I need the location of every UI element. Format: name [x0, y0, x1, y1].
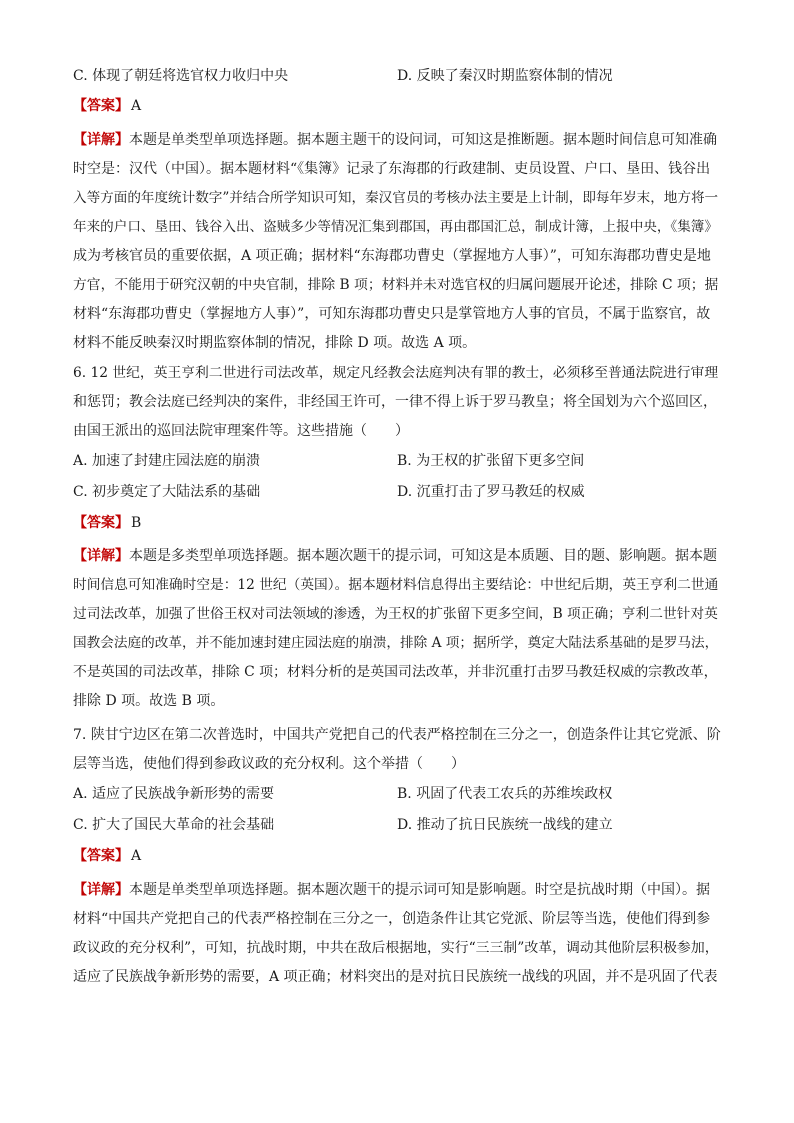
q6-option-a: A. 加速了封建庄园法庭的崩溃 — [73, 453, 261, 469]
q6-stem-line: 由国王派出的巡回法院审理案件等。这些措施（ ） — [73, 423, 409, 439]
q6-detail-line: 国教会法庭的改革，并不能加速封建庄园法庭的崩溃，排除 A 项；据所学，奠定大陆法系基础的是罗马法， — [73, 635, 719, 651]
q7-detail-line — [73, 880, 722, 900]
q6-stem-line: 6. 12 世纪，英王亨利二世进行司法改革，规定凡经教会法庭判决有罪的教士，必须移至普通法院进行审理 — [73, 365, 719, 381]
q7-stem-line: 层等当选，使他们得到参政议政的充分权利。这个举措（ ） — [73, 756, 465, 772]
q6-detail-line: 排除 D 项。故选 B 项。 — [73, 693, 225, 709]
q6-detail-line: 不是英国的司法改革，排除 C 项；材料分析的是英国司法改革，并非沉重打击罗马教廷权威的宗教改革， — [73, 664, 718, 680]
q7-detail-line: 政议政的充分权利”，可知，抗战时期，中共在敌后根据地，实行“三三制”改革，调动其他阶层积极参加， — [73, 940, 719, 956]
q6-options-row-cd — [73, 482, 722, 502]
q7-stem-line: 7. 陕甘宁边区在第二次普选时，中国共产党把自己的代表严格控制在三分之一，创造条件让其它党派、阶 — [73, 727, 721, 743]
detail-tag: 【详解】 — [73, 132, 129, 148]
q5-detail-line: 入等方面的年度统计数字”并结合所学知识可知，秦汉官员的考核办法主要是上计制，即每年岁末，地方将一 — [73, 190, 719, 206]
answer-value: B — [131, 515, 142, 531]
q5-detail-line: 材料不能反映秦汉时期监察体制的情况，排除 D 项。故选 A 项。 — [73, 335, 477, 351]
q7-detail-line: 材料“中国共产党把自己的代表严格控制在三分之一，创造条件让其它党派、阶层等当选，使他们得到参 — [73, 911, 711, 927]
q5-option-c: C. 体现了朝廷将选官权力收归中央 — [73, 68, 289, 84]
answer-tag: 【答案】 — [73, 515, 129, 531]
q5-detail-line: 方官，不能用于研究汉朝的中央官制，排除 B 项；材料并未对选官权的归属问题展开论述，排除 C 项；据 — [73, 277, 719, 293]
q6-stem-line: 和惩罚；教会法庭已经判决的案件，非经国王许可，一律不得上诉于罗马教皇；将全国划为六个巡回区， — [73, 394, 717, 410]
q6-option-b: B. 为王权的扩张留下更多空间 — [397, 453, 585, 469]
q5-detail-line: 年来的户口、垦田、钱谷入出、盗贼多少等情况汇集到郡国，再由郡国汇总，制成计簿，上报中央，《集簿》 — [73, 219, 718, 235]
q6-option-c: C. 初步奠定了大陆法系的基础 — [73, 484, 261, 500]
q5-detail-line: 材料“东海郡功曹史（掌握地方人事）”，可知东海郡功曹史只是掌管地方人事的官员，不属于监察官，故 — [73, 306, 711, 322]
q7-options-row-ab — [73, 784, 722, 804]
q5-detail-line: 成为考核官员的重要依据，A 项正确；据材料“东海郡功曹史（掌握地方人事）”，可知东海郡功曹史是地 — [73, 248, 711, 264]
detail-tag: 【详解】 — [73, 882, 129, 898]
q6-answer — [73, 513, 722, 533]
q6-detail-line: 时间信息可知准确时空是：12 世纪（英国）。据本题材料信息得出主要结论：中世纪后期，英王亨利二世通 — [73, 577, 719, 593]
q5-detail-line — [73, 130, 722, 150]
detail-text: 本题是多类型单项选择题。据本题次题干的提示词，可知这是本质题、目的题、影响题。据本题 — [129, 548, 717, 564]
q7-options-row-cd — [73, 815, 722, 835]
q5-option-d: D. 反映了秦汉时期监察体制的情况 — [397, 68, 613, 84]
q5-answer — [73, 96, 722, 116]
q7-option-c: C. 扩大了国民大革命的社会基础 — [73, 817, 275, 833]
q7-option-a: A. 适应了民族战争新形势的需要 — [73, 786, 275, 802]
q7-option-d: D. 推动了抗日民族统一战线的建立 — [397, 817, 613, 833]
q6-options-row-ab — [73, 451, 722, 471]
detail-text: 本题是单类型单项选择题。据本题次题干的提示词可知是影响题。时空是抗战时期（中国）。据 — [129, 882, 710, 898]
q6-option-d: D. 沉重打击了罗马教廷的权威 — [397, 484, 585, 500]
answer-tag: 【答案】 — [73, 98, 129, 114]
answer-tag: 【答案】 — [73, 848, 129, 864]
q6-detail-line — [73, 546, 722, 566]
q6-detail-line: 过司法改革，加强了世俗王权对司法领域的渗透，为王权的扩张留下更多空间，B 项正确；亨利二世针对英 — [73, 606, 718, 622]
q7-answer — [73, 846, 722, 866]
answer-value: A — [131, 848, 142, 864]
q5-detail-line: 时空是：汉代（中国）。据本题材料“《集簿》记录了东海郡的行政建制、吏员设置、户口、垦田、钱谷出 — [73, 161, 711, 177]
q5-options-row-cd — [73, 66, 722, 86]
detail-text: 本题是单类型单项选择题。据本题主题干的设问词，可知这是推断题。据本题时间信息可知准确 — [129, 132, 717, 148]
detail-tag: 【详解】 — [73, 548, 129, 564]
q7-option-b: B. 巩固了代表工农兵的苏维埃政权 — [397, 786, 613, 802]
q7-detail-line: 适应了民族战争新形势的需要，A 项正确；材料突出的是对抗日民族统一战线的巩固，并不是巩固了代表 — [73, 969, 718, 985]
answer-value: A — [131, 98, 142, 114]
